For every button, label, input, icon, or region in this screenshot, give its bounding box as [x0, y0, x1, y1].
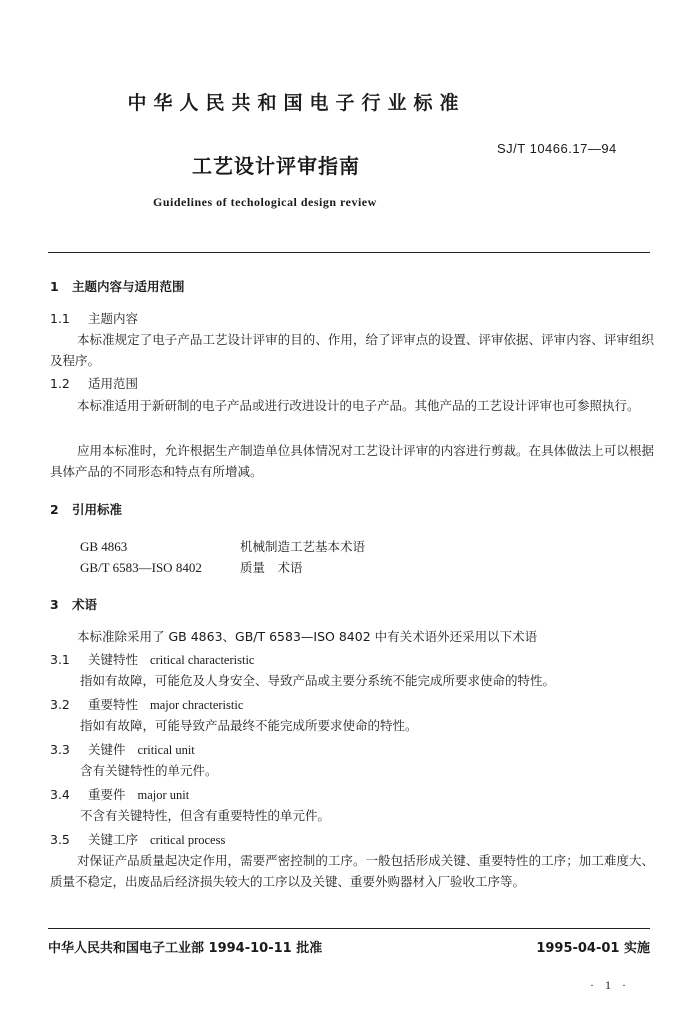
term-en: critical unit [137, 743, 195, 757]
section-1-2-text-1: 本标准适用于新研制的电子产品或进行改进设计的电子产品。其他产品的工艺设计评审也可参照执行。 [77, 398, 640, 413]
term-number: 3.1 [50, 652, 70, 667]
section-number: 1.2 [50, 376, 70, 391]
section-title: 主题内容与适用范围 [72, 279, 185, 294]
term-zh: 关键工序 [88, 832, 139, 847]
document-title: 工艺设计评审指南 [192, 154, 360, 178]
term-zh: 关键件 [88, 742, 126, 757]
term-number: 3.5 [50, 832, 70, 847]
term-number: 3.2 [50, 697, 70, 712]
term-3-1-definition: 指如有故障，可能危及人身安全、导致产品或主要分系统不能完成所要求使命的特性。 [80, 673, 556, 688]
section-3-intro: 本标准除采用了 GB 4863、GB/T 6583—ISO 8402 中有关术语外还采用以下术语 [77, 629, 538, 644]
reference-name: 机械制造工艺基本术语 [240, 539, 366, 554]
term-3-4-heading [50, 785, 189, 803]
english-title: Guidelines of techological design review [153, 195, 377, 209]
term-3-4-definition: 不含有关键特性，但含有重要特性的单元件。 [80, 808, 331, 823]
term-en: major chracteristic [150, 698, 244, 712]
section-number: 1.1 [50, 311, 70, 326]
reference-name: 质量 术语 [240, 560, 303, 575]
section-3-heading [50, 595, 97, 613]
term-3-3-definition: 含有关键特性的单元件。 [80, 763, 218, 778]
section-1-1-text: 本标准规定了电子产品工艺设计评审的目的、作用，给了评审点的设置、评审依据、评审内容、评审组织及程序。 [50, 332, 654, 368]
reference-code: GB 4863 [80, 539, 128, 554]
reference-row [80, 558, 303, 576]
footer-rule [48, 928, 650, 929]
section-2-heading [50, 500, 122, 518]
term-number: 3.4 [50, 787, 70, 802]
section-title: 适用范围 [88, 376, 139, 391]
term-en: critical process [150, 833, 226, 847]
term-zh: 重要特性 [88, 697, 139, 712]
implementation-date: 1995-04-01 实施 [536, 941, 650, 956]
term-zh: 重要件 [88, 787, 126, 802]
section-1-2-text-2: 应用本标准时，允许根据生产制造单位具体情况对工艺设计评审的内容进行剪裁。在具体做法上可以根据具体产品的不同形态和特点有所增减。 [50, 443, 654, 479]
term-zh: 关键特性 [88, 652, 139, 667]
section-1-heading [50, 277, 185, 295]
section-title: 术语 [72, 597, 98, 612]
term-3-2-heading [50, 695, 243, 713]
reference-row [80, 537, 365, 555]
term-3-5-heading [50, 830, 225, 848]
term-number: 3.3 [50, 742, 70, 757]
page-number: · 1 · [590, 978, 630, 992]
section-number: 1 [50, 279, 59, 294]
issuing-org: 中华人民共和国电子行业标准 [127, 92, 466, 114]
section-title: 主题内容 [88, 311, 139, 326]
section-1-1-heading [50, 309, 138, 327]
term-3-1-heading [50, 650, 254, 668]
term-3-5-definition: 对保证产品质量起决定作用，需要严密控制的工序。一般包括形成关键、重要特性的工序；加工难度大、质量不稳定，出废品后经济损失较大的工序以及关键、重要外购器材入厂验收工序等。 [50, 853, 654, 889]
approval-statement: 中华人民共和国电子工业部 1994-10-11 批准 [48, 941, 323, 956]
section-number: 3 [50, 597, 59, 612]
section-number: 2 [50, 502, 59, 517]
section-title: 引用标准 [72, 502, 123, 517]
section-1-2-heading [50, 374, 138, 392]
term-en: critical characteristic [150, 653, 255, 667]
header-rule [48, 252, 650, 253]
reference-code: GB/T 6583—ISO 8402 [80, 560, 202, 575]
term-3-2-definition: 指如有故障，可能导致产品最终不能完成所要求使命的特性。 [80, 718, 418, 733]
term-en: major unit [137, 788, 190, 802]
term-3-3-heading [50, 740, 195, 758]
standard-code: SJ/T 10466.17—94 [497, 141, 617, 156]
